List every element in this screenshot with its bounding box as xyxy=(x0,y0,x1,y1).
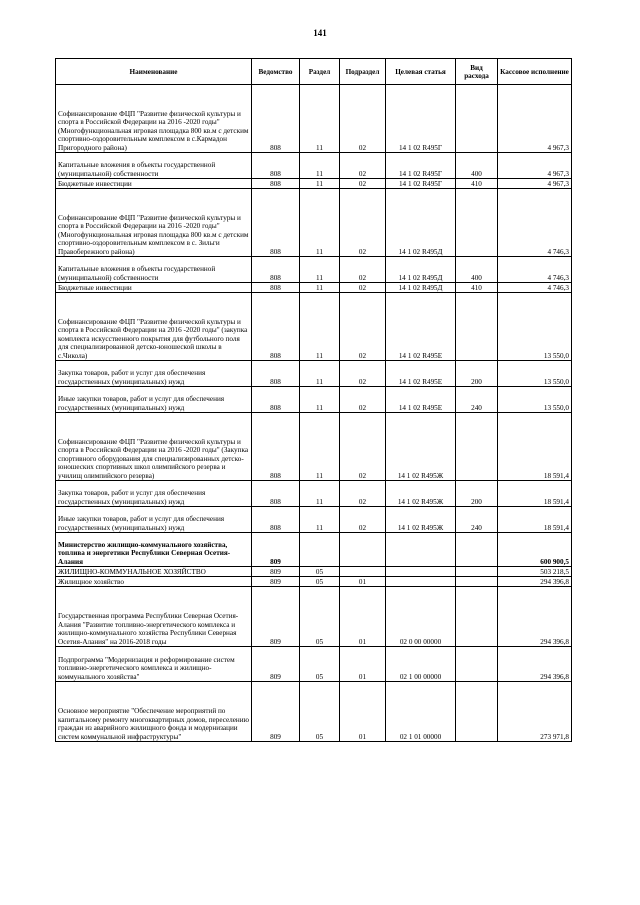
row-name: Бюджетные инвестиции xyxy=(56,283,252,293)
row-razdel: 11 xyxy=(300,507,340,533)
row-podrazdel: 02 xyxy=(340,413,386,481)
row-ved: 808 xyxy=(252,387,300,413)
row-ved: 808 xyxy=(252,413,300,481)
row-vid: 200 xyxy=(456,361,498,387)
row-podrazdel: 01 xyxy=(340,587,386,647)
row-razdel: 05 xyxy=(300,587,340,647)
row-podrazdel: 01 xyxy=(340,577,386,587)
table-header-row xyxy=(56,59,572,85)
row-podrazdel: 01 xyxy=(340,682,386,742)
row-razdel: 11 xyxy=(300,283,340,293)
row-name: Закупка товаров, работ и услуг для обеспечения государственных (муниципальных) нужд xyxy=(56,481,252,507)
row-vid xyxy=(456,587,498,647)
row-amount: 13 550,0 xyxy=(498,293,572,361)
row-statya xyxy=(386,567,456,577)
row-vid xyxy=(456,647,498,682)
row-statya: 02 1 00 00000 xyxy=(386,647,456,682)
row-podrazdel: 02 xyxy=(340,481,386,507)
row-razdel: 05 xyxy=(300,682,340,742)
row-vid: 400 xyxy=(456,257,498,283)
row-podrazdel: 02 xyxy=(340,293,386,361)
table-row xyxy=(56,85,572,153)
row-ved: 808 xyxy=(252,361,300,387)
row-amount: 294 396,8 xyxy=(498,647,572,682)
row-vid: 240 xyxy=(456,387,498,413)
row-podrazdel: 02 xyxy=(340,507,386,533)
page-number: 141 xyxy=(313,28,327,38)
row-statya: 14 1 02 R495Д xyxy=(386,189,456,257)
row-amount: 4 746,3 xyxy=(498,257,572,283)
row-razdel: 11 xyxy=(300,413,340,481)
row-statya: 14 1 02 R495Е xyxy=(386,293,456,361)
header-razdel: Раздел xyxy=(300,59,340,85)
row-ved: 809 xyxy=(252,577,300,587)
row-vid xyxy=(456,577,498,587)
header-ved: Ведомство xyxy=(252,59,300,85)
row-amount: 4 967,3 xyxy=(498,153,572,179)
row-statya: 14 1 02 R495Д xyxy=(386,257,456,283)
row-amount: 273 971,8 xyxy=(498,682,572,742)
row-vid xyxy=(456,293,498,361)
row-amount: 600 900,5 xyxy=(498,533,572,567)
row-ved: 808 xyxy=(252,283,300,293)
row-podrazdel xyxy=(340,533,386,567)
header-name: Наименование xyxy=(56,59,252,85)
header-vid: Вид расхода xyxy=(456,59,498,85)
row-amount: 294 396,8 xyxy=(498,577,572,587)
row-podrazdel: 01 xyxy=(340,647,386,682)
row-ved: 809 xyxy=(252,587,300,647)
row-podrazdel: 02 xyxy=(340,283,386,293)
row-statya: 14 1 02 R495Ж xyxy=(386,507,456,533)
table-row xyxy=(56,647,572,682)
row-name: Министерство жилищно-коммунального хозяйства, топлива и энергетики Республики Северная Осетия-Алания xyxy=(56,533,252,567)
row-name: Иные закупки товаров, работ и услуг для обеспечения государственных (муниципальных) нужд xyxy=(56,507,252,533)
row-razdel: 05 xyxy=(300,567,340,577)
row-name: Закупка товаров, работ и услуг для обеспечения государственных (муниципальных) нужд xyxy=(56,361,252,387)
row-razdel: 05 xyxy=(300,577,340,587)
row-ved: 809 xyxy=(252,682,300,742)
row-ved: 808 xyxy=(252,507,300,533)
row-razdel: 11 xyxy=(300,257,340,283)
row-vid: 240 xyxy=(456,507,498,533)
row-statya: 14 1 02 R495Е xyxy=(386,361,456,387)
table-row xyxy=(56,587,572,647)
row-statya: 02 0 00 00000 xyxy=(386,587,456,647)
row-statya: 14 1 02 R495Ж xyxy=(386,481,456,507)
row-statya: 14 1 02 R495Г xyxy=(386,85,456,153)
table-row xyxy=(56,533,572,567)
row-razdel: 11 xyxy=(300,361,340,387)
row-vid: 410 xyxy=(456,283,498,293)
row-statya xyxy=(386,577,456,587)
row-name: Бюджетные инвестиции xyxy=(56,179,252,189)
row-statya: 14 1 02 R495Г xyxy=(386,153,456,179)
row-amount: 503 218,5 xyxy=(498,567,572,577)
row-statya: 14 1 02 R495Г xyxy=(386,179,456,189)
table-row xyxy=(56,257,572,283)
header-amount: Кассовое исполнение xyxy=(498,59,572,85)
row-name: Основное мероприятие "Обеспечение мероприятий по капитальному ремонту многоквартирных домов, переселению граждан из аварийного жилищного фонда и модернизации систем коммунальной инфраструктуры" xyxy=(56,682,252,742)
table-row xyxy=(56,577,572,587)
row-vid: 200 xyxy=(456,481,498,507)
row-name: Софинансирование ФЦП "Развитие физической культуры и спорта в Российской Федерации на 2016 -2020 годы" (Многофункциональная игровая площадка 800 кв.м с детским спортивно-оздоровительным комплексом в с. Зильги Правобережного района) xyxy=(56,189,252,257)
row-podrazdel: 02 xyxy=(340,387,386,413)
row-vid xyxy=(456,413,498,481)
row-name: Софинансирование ФЦП "Развитие физической культуры и спорта в Российской Федерации на 2016 -2020 годы" (закупка комплекта искусственного покрытия для футбольного поля для специализированной детско-юношеской школы в с.Чикола) xyxy=(56,293,252,361)
row-podrazdel: 02 xyxy=(340,85,386,153)
row-vid: 410 xyxy=(456,179,498,189)
row-podrazdel: 02 xyxy=(340,361,386,387)
row-vid xyxy=(456,189,498,257)
table-row xyxy=(56,481,572,507)
row-name: Государственная программа Республики Северная Осетия-Алания "Развитие топливно-энергетического комплекса и жилищно-коммунального хозяйства Республики Северная Осетия-Алания" на 2016-2018 годы xyxy=(56,587,252,647)
header-statya: Целевая статья xyxy=(386,59,456,85)
table-row xyxy=(56,189,572,257)
row-ved: 809 xyxy=(252,567,300,577)
row-podrazdel: 02 xyxy=(340,179,386,189)
row-name: Капитальные вложения в объекты государственной (муниципальной) собственности xyxy=(56,257,252,283)
row-name: Капитальные вложения в объекты государственной (муниципальной) собственности xyxy=(56,153,252,179)
table-row xyxy=(56,413,572,481)
row-name: ЖИЛИЩНО-КОММУНАЛЬНОЕ ХОЗЯЙСТВО xyxy=(56,567,252,577)
row-podrazdel: 02 xyxy=(340,189,386,257)
row-podrazdel: 02 xyxy=(340,257,386,283)
table-row xyxy=(56,153,572,179)
table-body xyxy=(56,85,572,742)
row-vid xyxy=(456,85,498,153)
table-row xyxy=(56,567,572,577)
table-row xyxy=(56,682,572,742)
table-row xyxy=(56,293,572,361)
row-razdel: 11 xyxy=(300,293,340,361)
row-amount: 4 746,3 xyxy=(498,283,572,293)
row-razdel xyxy=(300,533,340,567)
row-ved: 808 xyxy=(252,257,300,283)
table-row xyxy=(56,507,572,533)
row-podrazdel: 02 xyxy=(340,153,386,179)
row-vid xyxy=(456,533,498,567)
row-ved: 808 xyxy=(252,189,300,257)
row-razdel: 11 xyxy=(300,153,340,179)
row-name: Софинансирование ФЦП "Развитие физической культуры и спорта в Российской Федерации на 2016 -2020 годы" (Закупка спортивного оборудования для специализированных детско-юношеских спортивных школ олимпийского резерва и училищ олимпийского резерва) xyxy=(56,413,252,481)
row-razdel: 11 xyxy=(300,481,340,507)
row-vid: 400 xyxy=(456,153,498,179)
row-amount: 294 396,8 xyxy=(498,587,572,647)
budget-table xyxy=(55,58,572,742)
row-ved: 809 xyxy=(252,533,300,567)
row-razdel: 11 xyxy=(300,387,340,413)
row-amount: 13 550,0 xyxy=(498,387,572,413)
header-podrazdel: Подраздел xyxy=(340,59,386,85)
row-name: Подпрограмма "Модернизация и реформирование систем топливно-энергетического комплекса и жилищно-коммунального хозяйства" xyxy=(56,647,252,682)
row-statya: 02 1 01 00000 xyxy=(386,682,456,742)
row-name: Жилищное хозяйство xyxy=(56,577,252,587)
row-vid xyxy=(456,682,498,742)
row-statya: 14 1 02 R495Ж xyxy=(386,413,456,481)
row-amount: 18 591,4 xyxy=(498,507,572,533)
row-razdel: 11 xyxy=(300,179,340,189)
table-row xyxy=(56,387,572,413)
row-statya: 14 1 02 R495Д xyxy=(386,283,456,293)
row-ved: 808 xyxy=(252,85,300,153)
row-amount: 4 967,3 xyxy=(498,179,572,189)
row-ved: 808 xyxy=(252,153,300,179)
row-ved: 809 xyxy=(252,647,300,682)
row-amount: 13 550,0 xyxy=(498,361,572,387)
row-amount: 4 967,3 xyxy=(498,85,572,153)
row-name: Иные закупки товаров, работ и услуг для обеспечения государственных (муниципальных) нужд xyxy=(56,387,252,413)
row-razdel: 05 xyxy=(300,647,340,682)
row-razdel: 11 xyxy=(300,85,340,153)
row-podrazdel xyxy=(340,567,386,577)
row-ved: 808 xyxy=(252,179,300,189)
row-ved: 808 xyxy=(252,481,300,507)
row-amount: 4 746,3 xyxy=(498,189,572,257)
row-amount: 18 591,4 xyxy=(498,481,572,507)
row-amount: 18 591,4 xyxy=(498,413,572,481)
table-row xyxy=(56,283,572,293)
row-statya xyxy=(386,533,456,567)
row-razdel: 11 xyxy=(300,189,340,257)
row-name: Софинансирование ФЦП "Развитие физической культуры и спорта в Российской Федерации на 2016 -2020 годы" (Многофункциональная игровая площадка 800 кв.м с детским спортивно-оздоровительным комплексом в с.Кармадон Пригородного района) xyxy=(56,85,252,153)
table-row xyxy=(56,361,572,387)
table-row xyxy=(56,179,572,189)
row-ved: 808 xyxy=(252,293,300,361)
row-vid xyxy=(456,567,498,577)
row-statya: 14 1 02 R495Е xyxy=(386,387,456,413)
